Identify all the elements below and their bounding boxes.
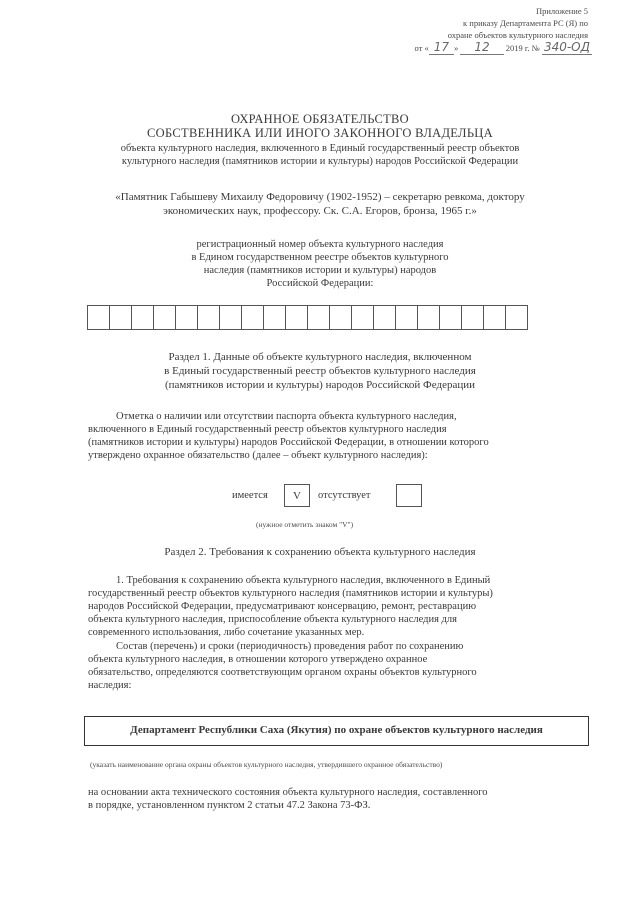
- paragraph-line: наследия:: [88, 680, 132, 691]
- section1-title-line2: в Единый государственный реестр объектов культурного наследия: [164, 365, 476, 377]
- reg-cell[interactable]: [241, 305, 264, 330]
- reg-cell[interactable]: [109, 305, 132, 330]
- object-name-line2: экономических наук, профессору. Ск. С.А. Егоров, бронза, 1965 г.»: [163, 205, 477, 217]
- paragraph-line: объекта культурного наследия, приспособление объекта культурного наследия для: [88, 614, 457, 625]
- reg-cell[interactable]: [329, 305, 352, 330]
- doc-subtitle-line2: культурного наследия (памятников истории и культуры) народов Российской Федерации: [121, 156, 519, 167]
- basis-paragraph: [88, 786, 588, 812]
- doc-title-line1: ОХРАННОЕ ОБЯЗАТЕЛЬСТВО: [230, 112, 409, 126]
- reg-cell[interactable]: [263, 305, 286, 330]
- mark-note: (нужное отметить знаком "V"): [256, 520, 354, 529]
- paragraph-line: в порядке, установленном пунктом 2 статьи 47.2 Закона 73-ФЗ.: [88, 800, 371, 811]
- section1-title-line3: (памятников истории и культуры) народов Российской Федерации: [164, 379, 475, 391]
- reg-cell[interactable]: [483, 305, 506, 330]
- reg-cell[interactable]: [461, 305, 484, 330]
- registration-label-line4: Российской Федерации:: [266, 278, 374, 289]
- paragraph-line: обязательство, определяются соответствующим органом охраны объектов культурного: [88, 667, 477, 678]
- reg-cell[interactable]: [197, 305, 220, 330]
- reg-cell[interactable]: [395, 305, 418, 330]
- has-passport-label: имеется: [232, 490, 268, 501]
- passport-paragraph: [88, 410, 588, 462]
- paragraph-line: 1. Требования к сохранению объекта культурного наследия, включенного в Единый: [116, 575, 491, 586]
- section1-title-line1: Раздел 1. Данные об объекте культурного наследия, включенном: [168, 351, 472, 363]
- order-date-line: [415, 42, 593, 54]
- registration-label-line2: в Едином государственном реестре объектов культурного: [191, 252, 449, 263]
- doc-subtitle-line1: объекта культурного наследия, включенного в Единый государственный реестр объектов: [120, 143, 520, 154]
- paragraph-line: (памятников истории и культуры) народов Российской Федерации, в отношении которого: [88, 437, 489, 448]
- paragraph-line: Состав (перечень) и сроки (периодичность) проведения работ по сохранению: [116, 641, 464, 652]
- appendix-label: Приложение 5: [536, 6, 588, 16]
- no-passport-label: отсутствует: [318, 490, 371, 501]
- reg-cell[interactable]: [175, 305, 198, 330]
- reg-cell[interactable]: [131, 305, 154, 330]
- registration-number-grid: [87, 305, 527, 330]
- paragraph-line: объекта культурного наследия, в отношении которого утверждено охранное: [88, 654, 428, 665]
- has-passport-checkbox[interactable]: V: [284, 484, 310, 507]
- registration-label-line1: регистрационный номер объекта культурного наследия: [196, 239, 444, 250]
- paragraph-line: народов Российской Федерации, предусматривают консервацию, ремонт, реставрацию: [88, 601, 477, 612]
- authority-note: (указать наименование органа охраны объектов культурного наследия, утвердившего охранное обязательство): [90, 760, 443, 769]
- section2-title: Раздел 2. Требования к сохранению объекта культурного наследия: [164, 546, 476, 558]
- paragraph-line: на основании акта технического состояния объекта культурного наследия, составленного: [88, 787, 488, 798]
- reg-cell[interactable]: [373, 305, 396, 330]
- paragraph-line: Отметка о наличии или отсутствии паспорта объекта культурного наследия,: [116, 411, 457, 422]
- department-reference: охране объектов культурного наследия: [447, 30, 588, 40]
- paragraph-line: государственный реестр объектов культурного наследия (памятников истории и культуры): [88, 588, 493, 599]
- date-prefix: от «: [414, 43, 429, 53]
- reg-cell[interactable]: [505, 305, 528, 330]
- registration-label-line3: наследия (памятников истории и культуры) народов: [203, 265, 437, 276]
- reg-cell[interactable]: [439, 305, 462, 330]
- order-reference: к приказу Департамента РС (Я) по: [463, 18, 588, 28]
- reg-cell[interactable]: [153, 305, 176, 330]
- works-paragraph: [88, 640, 588, 692]
- reg-cell[interactable]: [219, 305, 242, 330]
- date-month: 12: [460, 40, 503, 55]
- doc-title-line2: СОБСТВЕННИКА ИЛИ ИНОГО ЗАКОННОГО ВЛАДЕЛЬЦА: [147, 126, 493, 140]
- date-mid: »: [454, 43, 459, 53]
- reg-cell[interactable]: [307, 305, 330, 330]
- paragraph-line: утверждено охранное обязательство (далее – объект культурного наследия):: [88, 450, 428, 461]
- requirements-paragraph: [88, 574, 588, 639]
- reg-cell[interactable]: [285, 305, 308, 330]
- no-passport-checkbox[interactable]: [396, 484, 422, 507]
- date-year: 2019 г. №: [505, 43, 540, 53]
- authority-field[interactable]: Департамент Республики Саха (Якутия) по охране объектов культурного наследия: [84, 716, 589, 746]
- reg-cell[interactable]: [351, 305, 374, 330]
- paragraph-line: современного использования, либо сочетание указанных мер.: [88, 627, 365, 638]
- date-day: 17: [429, 40, 454, 55]
- order-number: 340-ОД: [543, 40, 590, 54]
- reg-cell[interactable]: [87, 305, 110, 330]
- object-name-line1: «Памятник Габышеву Михаилу Федоровичу (1902-1952) – секретарю ревкома, доктору: [115, 191, 525, 203]
- paragraph-line: включенного в Единый государственный реестр объектов культурного наследия: [88, 424, 447, 435]
- reg-cell[interactable]: [417, 305, 440, 330]
